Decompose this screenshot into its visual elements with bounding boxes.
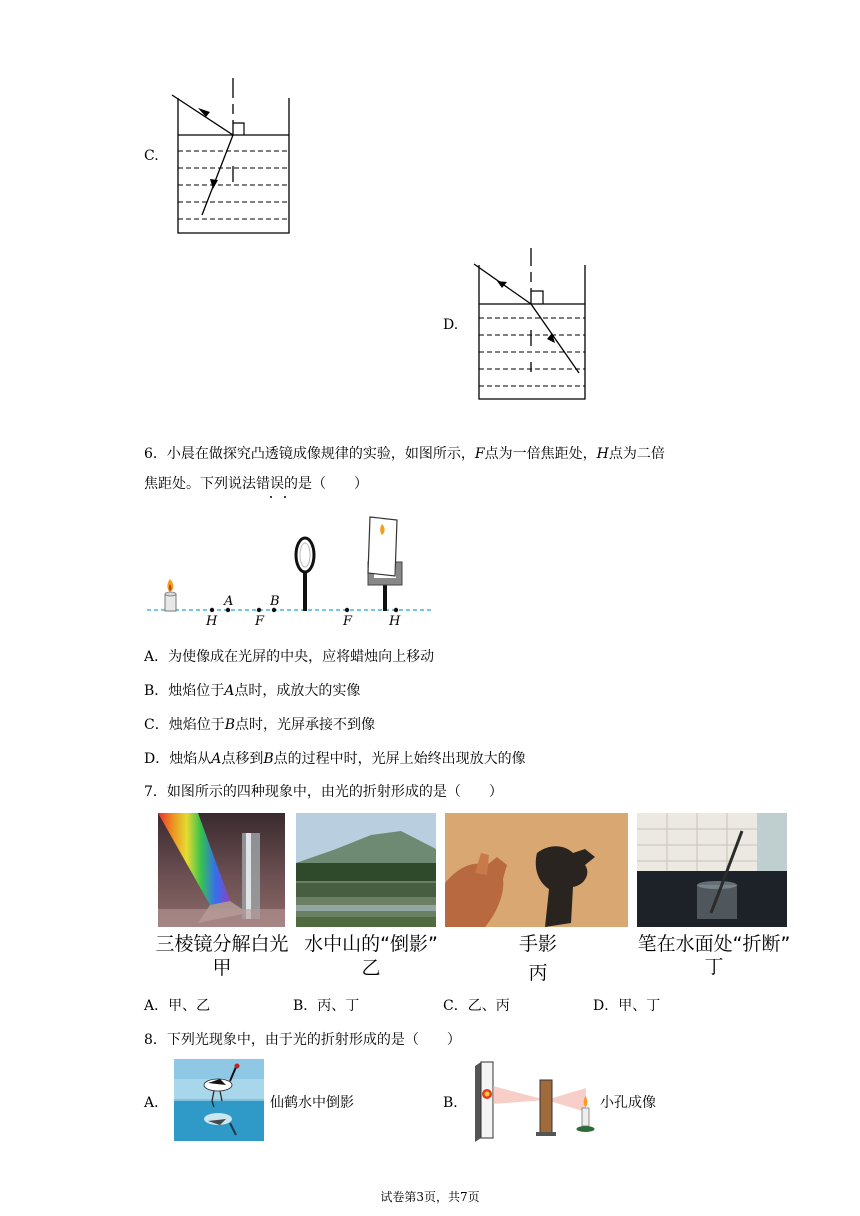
q7-option-c[interactable]: C．乙、丙 [443, 998, 510, 1014]
q7-option-b[interactable]: B．丙、丁 [293, 998, 360, 1014]
image-tag-yi: 乙 [361, 957, 381, 979]
page-footer: 试卷第3页，共7页 [380, 1190, 480, 1204]
q7-stem: 7．如图所示的四种现象中，由光的折射形成的是（ ） [144, 784, 503, 800]
option-d-label: D. [443, 317, 459, 333]
q8-option-b-caption: 小孔成像 [600, 1095, 656, 1111]
q6-option-b[interactable]: B．烛焰位于A点时，成放大的实像 [144, 683, 361, 699]
point-a-label: A [224, 594, 234, 609]
image-caption-jia: 三棱镜分解白光 [155, 933, 289, 955]
q6-option-d[interactable]: D．烛焰从A点移到B点的过程中时，光屏上始终出现放大的像 [144, 751, 526, 767]
h-right-label: H [389, 614, 401, 629]
q6-stem-line1: 6．小晨在做探究凸透镜成像规律的实验，如图所示，F点为一倍焦距处，H点为二倍 [144, 446, 665, 462]
q8-stem: 8．下列光现象中，由于光的折射形成的是（ ） [144, 1032, 461, 1048]
q8-option-a-caption: 仙鹤水中倒影 [270, 1095, 354, 1111]
q8-option-a[interactable]: A． [144, 1095, 169, 1111]
q7-option-d[interactable]: D．甲、丁 [593, 998, 661, 1014]
q6-stem-line2: 焦距处。下列说法错误的是（ ） [144, 476, 368, 492]
f-right-label: F [343, 614, 353, 629]
q6-option-c[interactable]: C．烛焰位于B点时，光屏承接不到像 [144, 717, 376, 733]
q6-option-a[interactable]: A．为使像成在光屏的中央，应将蜡烛向上移动 [144, 649, 435, 665]
image-caption-ding: 笔在水面处“折断” [637, 933, 791, 955]
image-tag-bing: 丙 [528, 962, 548, 984]
image-tag-jia: 甲 [212, 957, 232, 979]
h-left-label: H [206, 614, 218, 629]
q8-option-b[interactable]: B． [443, 1095, 468, 1111]
q7-option-a[interactable]: A．甲、乙 [144, 998, 211, 1014]
f-left-label: F [255, 614, 265, 629]
image-caption-yi: 水中山的“倒影” [304, 933, 438, 955]
image-caption-bing: 手影 [518, 933, 557, 955]
point-b-label: B [270, 594, 280, 609]
option-c-label: C. [144, 148, 159, 164]
image-tag-ding: 丁 [704, 956, 724, 978]
